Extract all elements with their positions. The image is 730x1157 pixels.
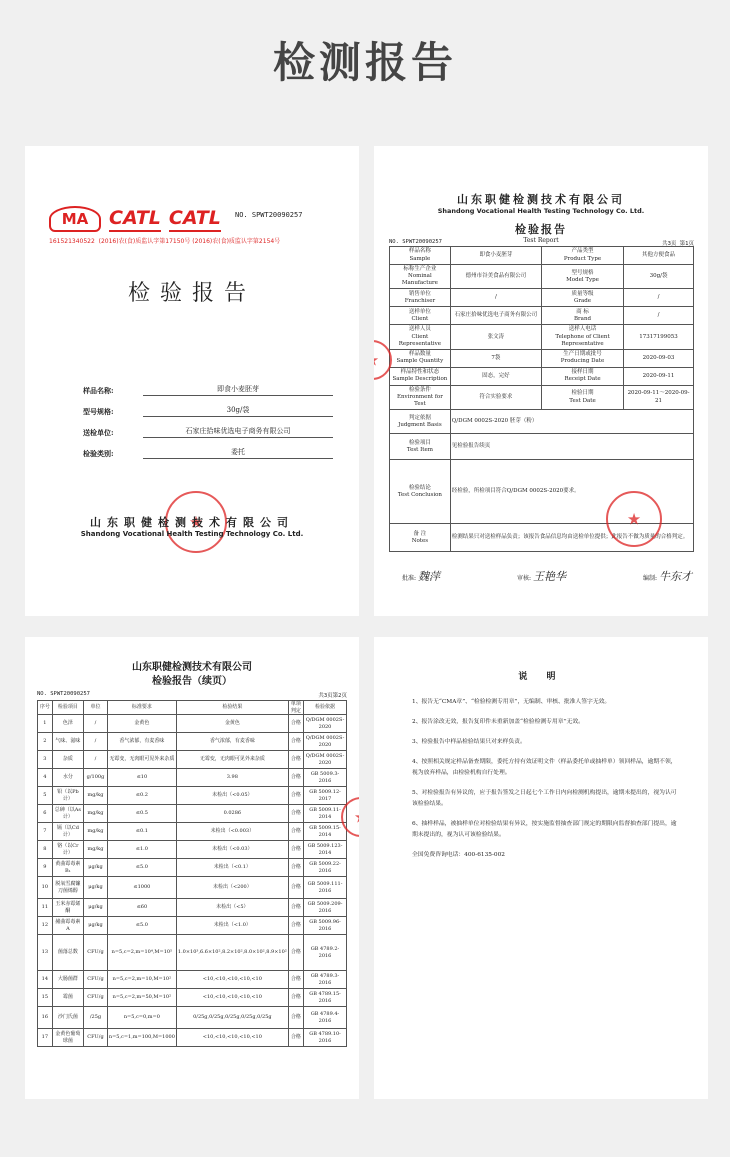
test-results-table [37,700,347,1047]
continuation-title: 检验报告（续页） [152,676,232,687]
table-row [38,751,347,769]
table-cell: 香气浓郁，有麦香味 [176,733,288,751]
page-indicator: 共3页第2页 [318,693,347,699]
table-cell: CFU/g [84,1029,108,1047]
table-row [38,715,347,733]
table-row [38,787,347,805]
cover-field-row [83,447,333,459]
table-row [38,877,347,899]
org-name-cn: 山东职健检测技术有限公司 [132,662,252,673]
table-cell: μg/kg [84,917,108,935]
table-cell: 3.98 [176,769,288,787]
cover-title: 检验报告 [127,281,256,306]
report-number: NO. SPWT20090257 [37,691,90,697]
table-cell: 合格 [288,787,303,805]
table-cell: ≤1000 [107,877,176,899]
info-label: 检验结论 Test Conclusion [390,460,451,524]
table-cell: mg/kg [84,823,108,841]
table-cell: n=5,c=2,m=10⁴,M=10⁵ [107,935,176,971]
table-cell: 水分 [52,769,83,787]
info-row [390,434,694,460]
review-signature: 王艳华 [532,570,566,583]
cover-field-row [83,426,333,438]
table-cell: 13 [38,935,53,971]
table-cell: GB 5009.22-2016 [304,859,347,877]
table-cell: 合格 [288,769,303,787]
table-cell: <10,<10,<10,<10,<10 [176,971,288,989]
column-header: 检验项目 [52,701,83,715]
table-cell: / [84,715,108,733]
info-label: 判定依据 Judgment Basis [390,410,451,434]
table-cell: ≤10 [107,769,176,787]
info-value: 经检验，所检项目符合Q/DGM 0002S-2020要求。 [450,460,693,524]
info-label: 产品类型 Product Type [541,247,623,265]
table-cell: GB 5009.96-2016 [304,917,347,935]
field-label: 样品名称: [83,386,114,395]
ma-number: 161521340522 [49,238,95,245]
table-cell: ≤0.1 [107,823,176,841]
table-cell: GB 5009.11-2014 [304,805,347,823]
table-cell: 合格 [288,823,303,841]
table-cell: 黄曲霉毒素B₁ [52,859,83,877]
table-cell: GB 5009.15-2014 [304,823,347,841]
field-value: 即食小麦胚芽 [143,384,333,396]
cover-field-row [83,405,333,417]
column-header: 标准要求 [107,701,176,715]
table-cell: 合格 [288,1007,303,1029]
info-label: 标称生产企业 Nominal Manufacture [390,265,451,289]
table-cell: 金黄色 [176,715,288,733]
table-cell: Q/DGM 0002S-2020 [304,751,347,769]
certification-logos [49,206,221,232]
info-label: 质量等级 Grade [541,289,623,307]
table-row [38,1007,347,1029]
table-cell: 合格 [288,841,303,859]
table-cell: 合格 [288,989,303,1007]
info-row [390,265,694,289]
table-cell: GB 5009.111-2016 [304,877,347,899]
table-row [38,841,347,859]
info-row [390,325,694,349]
info-row [390,367,694,385]
field-value: 委托 [143,447,333,459]
table-cell: μg/kg [84,899,108,917]
table-row [38,769,347,787]
table-cell: 1 [38,715,53,733]
table-cell: CFU/g [84,989,108,1007]
table-cell: GB 4789.3-2016 [304,971,347,989]
table-cell: GB 4789.2-2016 [304,935,347,971]
table-cell: 霉菌 [52,989,83,1007]
table-cell: 菌落总数 [52,935,83,971]
table-cell: μg/kg [84,859,108,877]
table-cell: 香气浓郁，有麦香味 [107,733,176,751]
edit-signature: 牛东才 [658,570,692,583]
info-value: 见检验报告续页 [450,434,693,460]
table-cell: 15 [38,989,53,1007]
info-value: 7袋 [450,349,541,367]
table-cell: 0/25g,0/25g,0/25g,0/25g,0/25g [176,1007,288,1029]
info-value: / [624,289,694,307]
field-label: 型号规格: [83,407,114,416]
table-cell: 铅（以Pb计） [52,787,83,805]
official-seal-icon [606,491,662,547]
info-label: 销售单位 Franchiser [390,289,451,307]
org-name-cn: 山东职健检测技术有限公司 [457,193,625,206]
info-label: 样品数量 Sample Quantity [390,349,451,367]
table-cell: 金黄色葡萄球菌 [52,1029,83,1047]
table-cell: / [84,733,108,751]
table-cell: <10,<10,<10,<10,<10 [176,989,288,1007]
table-cell: 未检出（<0.1） [176,859,288,877]
catl-sub: (2016)农(食)质监认字第2154号 [192,238,281,245]
report-number: NO. SPWT20090257 [389,239,442,245]
table-cell: 铬（以Cr计） [52,841,83,859]
table-cell: ≤0.2 [107,787,176,805]
info-row [390,349,694,367]
table-cell: 11 [38,899,53,917]
report-title: 检验报告 [515,223,567,236]
table-cell: 赭曲霉毒素A [52,917,83,935]
info-value: 固态，完好 [450,367,541,385]
column-header: 序号 [38,701,53,715]
info-label: 检验项目 Test Item [390,434,451,460]
table-cell: mg/kg [84,787,108,805]
table-cell: 合格 [288,805,303,823]
info-value: 张文涛 [450,325,541,349]
table-cell: /25g [84,1007,108,1029]
statement-item: 3、检验报告中样品检验结果只对来样负责。 [412,739,526,745]
table-cell: 未检出（<0.03） [176,841,288,859]
table-cell: ≤0.5 [107,805,176,823]
table-cell: 2 [38,733,53,751]
table-row [38,823,347,841]
table-cell: 大肠菌群 [52,971,83,989]
info-value: 符合实验要求 [450,385,541,409]
info-value: 30g/袋 [624,265,694,289]
info-label: 检验条件 Environment for Test [390,385,451,409]
info-value: 17317199053 [624,325,694,349]
table-cell: / [84,751,108,769]
table-cell: 3 [38,751,53,769]
table-cell: 合格 [288,859,303,877]
info-value: 2020-09-11 [624,367,694,385]
table-cell: ≤5.0 [107,917,176,935]
table-cell: GB 4789.15-2016 [304,989,347,1007]
column-header: 单项判定 [288,701,303,715]
page-title: 检测报告 [272,38,457,87]
table-cell: 合格 [288,917,303,935]
table-row [38,1029,347,1047]
table-cell: Q/DGM 0002S-2020 [304,715,347,733]
table-cell: 4 [38,769,53,787]
table-cell: 未检出（<0.003） [176,823,288,841]
table-cell: n=5,c=2,m=10,M=10² [107,971,176,989]
table-cell: mg/kg [84,805,108,823]
table-cell: CFU/g [84,971,108,989]
table-cell: CFU/g [84,935,108,971]
statement-title: 说 明 [518,672,564,682]
table-cell: 8 [38,841,53,859]
table-cell: 16 [38,1007,53,1029]
info-value: 2020-09-11～2020-09-21 [624,385,694,409]
table-cell: 1.0×10³,6.6×10²,8.2×10²,8.0×10²,8.9×10² [176,935,288,971]
table-cell: 未检出（<1.0） [176,917,288,935]
table-cell: 14 [38,971,53,989]
table-cell: 9 [38,859,53,877]
info-value: Q/DGM 0002S-2020 胚芽（粉） [450,410,693,434]
table-cell: 未检出（<0.05） [176,787,288,805]
table-cell: 合格 [288,733,303,751]
info-label: 型号规格 Model Type [541,265,623,289]
info-value: / [450,289,541,307]
table-cell: 金黄色 [107,715,176,733]
info-value: 石家庄拾味优选电子商务有限公司 [450,307,541,325]
approve-label: 批准: [402,575,417,582]
info-label: 样品特性和状态 Sample Description [390,367,451,385]
info-label: 商 标 Brand [541,307,623,325]
info-label: 生产日期或批号 Producing Date [541,349,623,367]
table-cell: 总砷（以As计） [52,805,83,823]
table-cell: 合格 [288,751,303,769]
report-title-en: Test Report [523,237,559,244]
page-indicator: 共3页 第1页 [662,241,694,247]
table-cell: 0.0286 [176,805,288,823]
review-label: 审核: [517,575,532,582]
org-name-cn: 山东职健检测技术有限公司 [90,516,294,529]
table-cell: 17 [38,1029,53,1047]
field-value: 30g/袋 [143,405,333,417]
table-cell: μg/kg [84,877,108,899]
table-row [38,917,347,935]
table-cell: GB 4789.4-2016 [304,1007,347,1029]
info-row [390,410,694,434]
table-cell: 气味、滋味 [52,733,83,751]
table-cell: 无霉变，无肉眼可见外来杂质 [176,751,288,769]
table-row [38,859,347,877]
cover-field-row [83,384,333,396]
page-header [0,0,730,120]
table-row [38,733,347,751]
cover-organization [25,514,359,538]
table-cell: 合格 [288,715,303,733]
column-header: 单位 [84,701,108,715]
catl-logo: CATL [109,208,161,232]
table-cell: 合格 [288,935,303,971]
info-value: 德州市谷美食品有限公司 [450,265,541,289]
table-row [38,935,347,971]
table-cell: ≤60 [107,899,176,917]
table-cell: 未检出（<5） [176,899,288,917]
info-value: 其他方便食品 [624,247,694,265]
table-cell: n=5,c=1,m=100,M=1000 [107,1029,176,1047]
info-value: 检测结果只对送检样品负责；该报告食品信息均由送检单位提供；此报告不做为质量的合格判定。 [450,524,693,552]
info-row [390,247,694,265]
info-label: 备 注 Notes [390,524,451,552]
table-cell: n=5,c=0,m=0 [107,1007,176,1029]
table-cell: 12 [38,917,53,935]
info-value: / [624,307,694,325]
cma-logo: MA [49,206,101,232]
info-row [390,307,694,325]
info-label: 检验日期 Test Date [541,385,623,409]
statement-item: 4、按照相关规定样品备查期限，委托方持有效证明文件（样品委托单或抽样单）领回样品，逾期不领，视为放弃样品，由检验机构自行处理。 [412,759,677,776]
table-cell: 合格 [288,1029,303,1047]
statement-item: 1、报告无“CMA章”、“检验检测专用章”，无编制、审核、批准人签字无效。 [412,699,611,705]
table-cell: 合格 [288,899,303,917]
column-header: 检验依据 [304,701,347,715]
info-row [390,385,694,409]
approve-signature: 魏萍 [417,570,440,583]
table-cell: 7 [38,823,53,841]
table-cell: ≤5.0 [107,859,176,877]
info-label: 送样人员 Client Representative [390,325,451,349]
statement-item: 2、报告涂改无效，报告复印件未重新加盖“检验检测专用章”无效。 [412,719,584,725]
report-cover-card[interactable] [25,146,359,616]
table-row [38,971,347,989]
table-cell: GB 5009.123-2014 [304,841,347,859]
field-label: 检验类别: [83,449,114,458]
table-cell: 5 [38,787,53,805]
table-cell: 镉（以Cd计） [52,823,83,841]
table-cell: 沙门氏菌 [52,1007,83,1029]
info-value: 2020-09-03 [624,349,694,367]
table-row [38,989,347,1007]
catl-logo: CATL [169,208,221,232]
signature-row [402,568,692,584]
info-row [390,289,694,307]
statement-item: 全国免费咨询电话：400-6135-002 [412,852,505,858]
statement-item: 6、抽样样品，被抽样单位对检验结果有异议，按实施监督抽查部门规定的期限向监督抽查部门提出，逾期未提出的，视为认可该检验结果。 [412,821,677,838]
statement-card[interactable] [374,637,708,1099]
table-cell: 10 [38,877,53,899]
table-cell: 合格 [288,971,303,989]
table-cell: 未检出（<200） [176,877,288,899]
catl-sub: (2016)农(食)质监认字第17150号 [98,238,191,245]
info-label: 送样人电话 Telephone of Client Representative [541,325,623,349]
table-cell: mg/kg [84,841,108,859]
statement-list [412,697,682,870]
table-cell: n=5,c=2,m=50,M=10² [107,989,176,1007]
table-row [38,899,347,917]
info-label: 送样单位 Client [390,307,451,325]
org-name-en: Shandong Vocational Health Testing Technology Co. Ltd. [80,530,304,538]
table-cell: 6 [38,805,53,823]
table-cell: GB 5009.12-2017 [304,787,347,805]
edit-label: 编制: [643,575,658,582]
column-header: 检验结果 [176,701,288,715]
table-cell: 色泽 [52,715,83,733]
table-cell: GB 5009.209-2016 [304,899,347,917]
logo-numbers [49,236,280,245]
table-cell: GB 5009.3-2016 [304,769,347,787]
report-header [374,191,708,244]
table-cell: GB 4789.10-2016 [304,1029,347,1047]
table-cell: 脱氧雪腐镰刀菌烯醇 [52,877,83,899]
continuation-header [25,661,359,689]
org-name-en: Shandong Vocational Health Testing Technology Co. Ltd. [437,207,645,215]
table-cell: g/100g [84,769,108,787]
report-number: NO. SPWT20090257 [235,211,303,219]
statement-item: 5、对检验报告有异议的，应于报告签发之日起七个工作日内向检测机构提出，逾期未提出的，视为认可该检验结果。 [412,790,677,807]
info-label: 样品名称 Sample [390,247,451,265]
table-cell: 合格 [288,877,303,899]
table-cell: <10,<10,<10,<10,<10 [176,1029,288,1047]
table-cell: Q/DGM 0002S-2020 [304,733,347,751]
table-row [38,805,347,823]
table-cell: 玉米赤霉烯酮 [52,899,83,917]
report-page1-card[interactable] [374,146,708,616]
table-cell: 无霉变，无肉眼可见外来杂质 [107,751,176,769]
table-cell: ≤1.0 [107,841,176,859]
field-label: 送检单位: [83,428,114,437]
field-value: 石家庄拾味优选电子商务有限公司 [143,426,333,438]
report-continuation-card[interactable] [25,637,359,1099]
table-cell: 杂质 [52,751,83,769]
info-label: 接样日期 Receipt Date [541,367,623,385]
info-value: 即食小麦胚芽 [450,247,541,265]
